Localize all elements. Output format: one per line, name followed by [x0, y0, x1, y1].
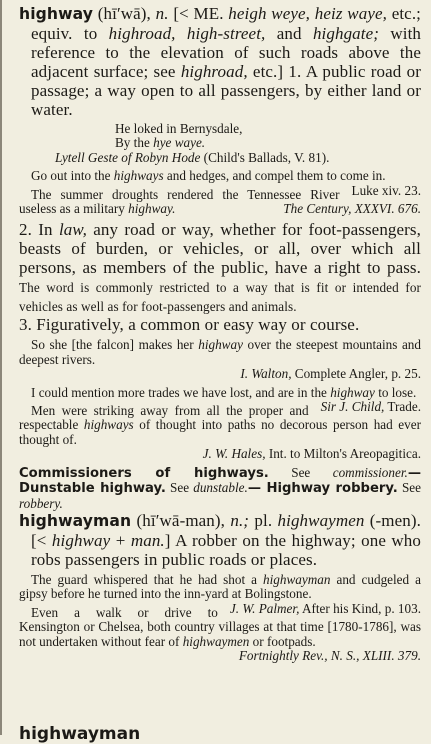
def-text: 2. In	[19, 220, 59, 240]
quote-palmer	[19, 571, 422, 616]
definition-3: 3. Figuratively, a common or easy way or course.	[19, 315, 360, 335]
citation-detail: (Child's Ballads, V. 81).	[200, 149, 330, 165]
citation: Luke xiv. 23.	[351, 182, 421, 198]
see-text: See	[397, 480, 421, 496]
quote-text: Men were striking away from all the proper and respectable	[19, 403, 309, 433]
etymology-text: etc.; equiv. to	[31, 4, 421, 43]
definition-2	[19, 220, 421, 315]
compound-term: — Highway robbery.	[247, 481, 398, 497]
quote-luke	[19, 168, 421, 198]
quote-italic: highways	[83, 417, 134, 433]
quote-text: Even a walk or drive to Kensington or Chelsea, both country villages at that time [1780-1786], was not undertaken without fear of	[19, 604, 421, 649]
etymology-form: highgate;	[312, 24, 380, 43]
quote-italic: highwaymen	[182, 633, 250, 649]
cross-reference: commissioner.	[332, 464, 408, 480]
entry-highway	[19, 4, 421, 119]
cut-off-next-line: highwayman	[19, 724, 141, 744]
citation-walton	[19, 367, 421, 381]
citation-fortnightly	[19, 649, 421, 663]
quote-text: over the steepest mountains and deepest rivers.	[19, 337, 421, 367]
compound-term: Commissioners of highways.	[19, 465, 269, 481]
etymology-text: +	[110, 530, 131, 550]
see-text: See	[165, 480, 194, 496]
headword: highway	[19, 5, 94, 23]
plural-suffix: (-men).	[364, 510, 421, 530]
quote-walton	[19, 338, 421, 367]
compounds	[19, 466, 421, 511]
verse-italic: hye waye.	[153, 135, 206, 151]
citation-author: J. W. Hales,	[202, 446, 266, 462]
plural-form: highwaymen	[277, 510, 365, 530]
quote-italic: highway.	[128, 201, 176, 217]
quote-italic: highwayman	[263, 571, 331, 587]
see-text: See	[268, 464, 333, 480]
citation-author: I. Walton,	[240, 366, 292, 382]
compound-term: — Dunstable highway.	[19, 465, 421, 497]
citation: The Century, XXXVI. 676.	[283, 201, 421, 217]
quote-italic: highway	[198, 337, 243, 353]
definition: A robber on the highway; one who robs passengers in public roads or places.	[31, 530, 421, 569]
etymology-text: [<	[31, 530, 52, 550]
citation-source: Lytell Geste of Robyn Hode	[55, 149, 201, 165]
cross-reference: dunstable.	[193, 480, 248, 496]
etymology-text: [< ME.	[168, 4, 229, 23]
quote-text: Go out into the	[31, 168, 114, 184]
citation-detail: Trade.	[384, 399, 421, 415]
quote-text: of thought into paths no decorous person had ever thought of.	[19, 417, 421, 447]
verse-quote	[19, 122, 421, 165]
definition-1: 1. A public road or passage; a way open to all passengers, by either land or water.	[31, 62, 421, 119]
part-of-speech: n.	[155, 4, 169, 23]
quote-text: I could mention more trades we have lost, and are in the	[31, 384, 331, 400]
etymology-form: man.	[130, 530, 165, 550]
plural-label: pl.	[249, 510, 278, 530]
citation-source: Fortnightly Rev., N. S., XLIII. 379.	[238, 647, 421, 663]
quote-text: So she [the falcon] makes her	[31, 337, 199, 353]
citation-hales	[19, 447, 421, 461]
quote-text: or footpads.	[249, 633, 316, 649]
def-italic: law,	[58, 220, 87, 240]
citation-detail: Complete Angler, p. 25.	[291, 366, 421, 382]
quote-text: and hedges, and compel them to come in.	[163, 168, 386, 184]
quote-child	[19, 384, 421, 415]
etymology-form: highroad, high-street,	[108, 24, 266, 43]
etymology-form: highroad,	[180, 62, 248, 81]
pronunciation: (hī′wā),	[93, 4, 156, 23]
etymology-form: highway	[51, 530, 111, 550]
verse-line: He loked in Bernysdale,	[115, 121, 243, 136]
entry-highwayman	[19, 511, 421, 569]
etymology-text: etc.]	[247, 62, 289, 81]
citation-author: Sir J. Child,	[320, 399, 385, 415]
quote-italic: highway	[330, 384, 375, 400]
quote-text: The summer droughts rendered the Tennessee River useless as a military	[19, 186, 340, 217]
etymology-text: with reference to the elevation of such roads above the adjacent surface; see	[31, 24, 422, 81]
headword: highwayman	[19, 511, 132, 530]
part-of-speech: n.;	[230, 510, 250, 530]
quote-text: and cudgeled a gipsy before he turned into the inn-yard at Bolingstone.	[19, 571, 422, 602]
pronunciation: (hī′wā-man),	[131, 510, 231, 530]
citation-detail: Int. to Milton's Areopagitica.	[265, 446, 421, 462]
verse-line: By the	[115, 135, 154, 151]
etymology-form: heigh weye, heiz waye,	[228, 4, 387, 23]
def-note: The word is commonly restricted to a way that is fit or intended for vehicles as well as for foot-passengers and animals.	[19, 280, 421, 315]
quote-text: The guard whispered that he had shot a	[31, 571, 264, 587]
etymology-text: and	[265, 24, 313, 43]
cross-reference: robbery.	[19, 495, 63, 511]
citation-detail: After his Kind, p. 103.	[299, 600, 421, 616]
etymology-text: ]	[164, 530, 176, 550]
def-text: any road or way, whether for foot-passengers, beasts of burden, or vehicles, or all, over which all persons, as members of the public, have a right to pass.	[19, 220, 421, 278]
quote-italic: highways	[113, 168, 164, 184]
citation-author: J. W. Palmer,	[229, 600, 300, 616]
quote-text: to lose.	[374, 384, 417, 400]
